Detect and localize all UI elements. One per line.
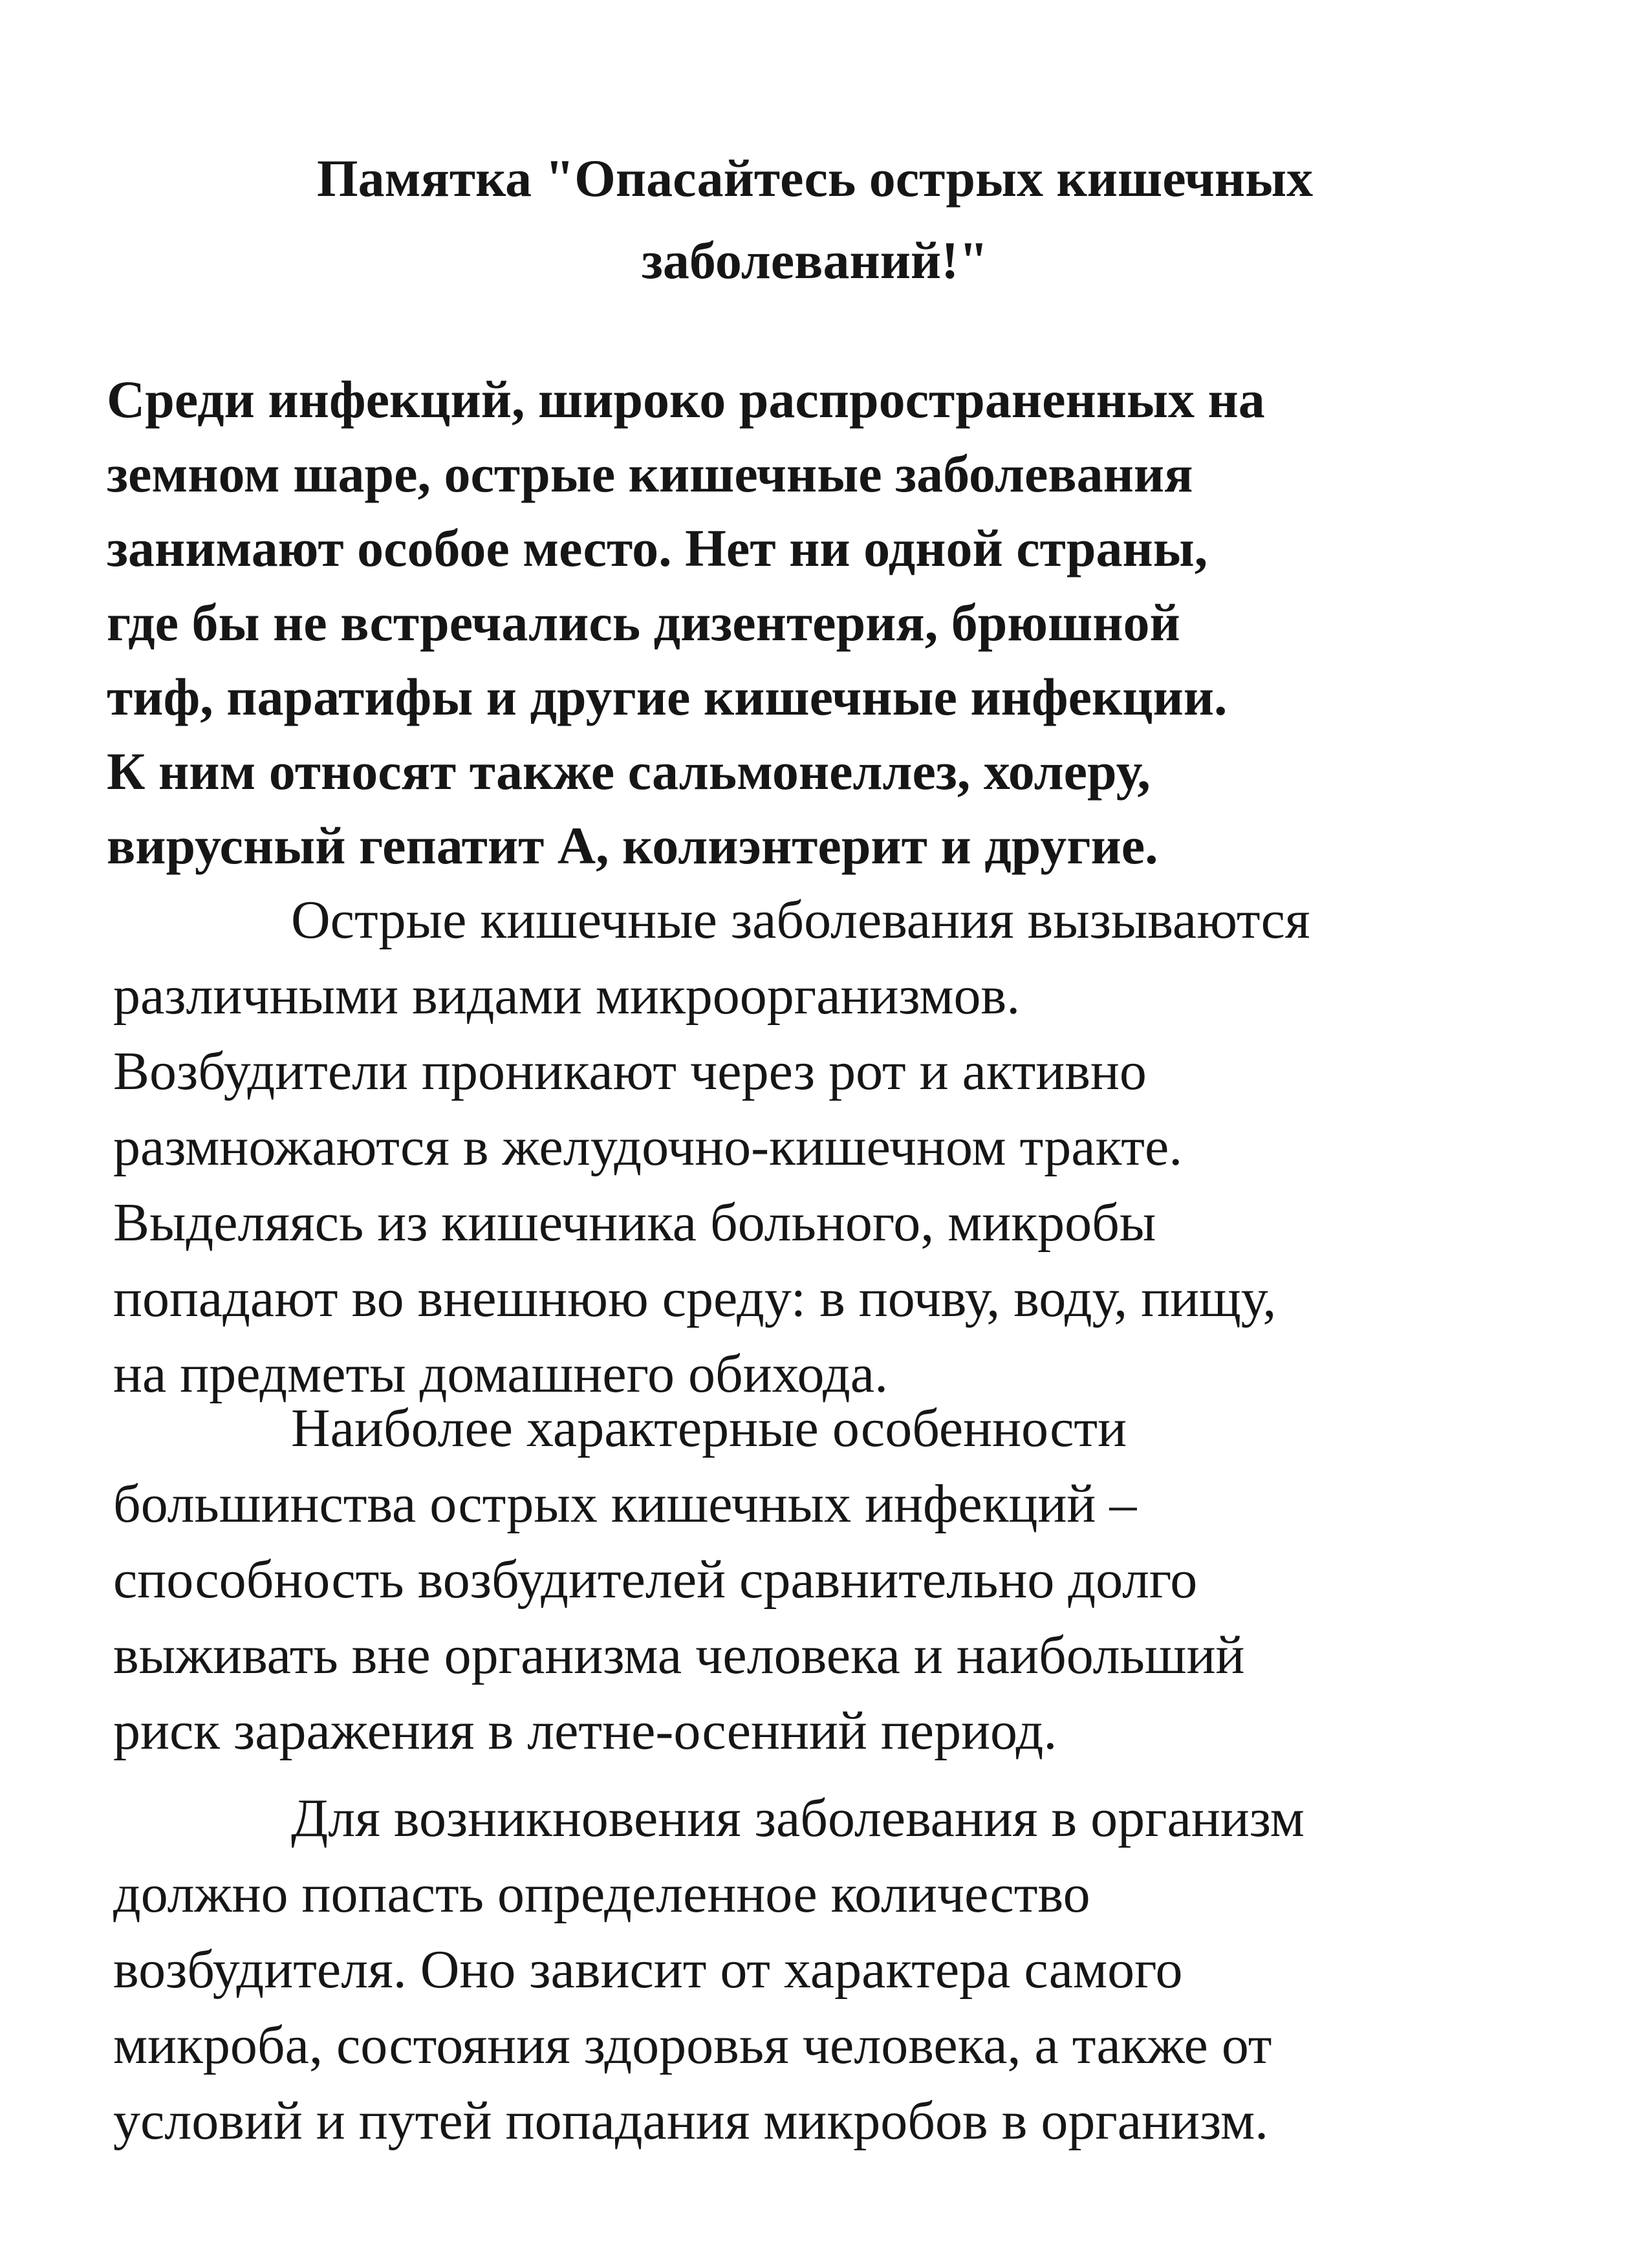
paragraph-line: Возбудители проникают через рот и активно — [113, 1041, 1147, 1101]
paragraph-line: должно попасть определенное количество — [113, 1864, 1090, 1924]
paragraph-line: попадают во внешнюю среду: в почву, воду, пищу, — [113, 1268, 1277, 1328]
body-paragraph-1 — [113, 882, 1555, 1412]
paragraph-line: различными видами микроорганизмов. — [113, 966, 1021, 1026]
title-line: заболеваний!" — [641, 231, 989, 290]
intro-line: земном шаре, острые кишечные заболевания — [107, 444, 1193, 503]
paragraph-line: Острые кишечные заболевания вызываются — [291, 890, 1310, 950]
intro-line: вирусный гепатит А, колиэнтерит и другие. — [107, 816, 1158, 875]
intro-paragraph — [107, 362, 1555, 883]
paragraph-line: на предметы домашнего обихода. — [113, 1344, 889, 1404]
intro-line: Среди инфекций, широко распространенных на — [107, 370, 1265, 429]
intro-line: где бы не встречались дизентерия, брюшной — [107, 593, 1180, 652]
paragraph-line: Выделяясь из кишечника больного, микробы — [113, 1193, 1156, 1253]
page-title — [129, 137, 1500, 301]
intro-line: К ним относят также сальмонеллез, холеру, — [107, 742, 1151, 801]
title-line: Памятка "Опасайтесь острых кишечных — [316, 149, 1314, 208]
paragraph-line: условий и путей попадания микробов в организм. — [113, 2091, 1269, 2151]
paragraph-line: выживать вне организма человека и наибольший — [113, 1625, 1245, 1685]
paragraph-line: Для возникновения заболевания в организм — [291, 1788, 1305, 1848]
paragraph-line: большинства острых кишечных инфекций – — [113, 1474, 1137, 1534]
paragraph-line: риск заражения в летне-осенний период. — [113, 1701, 1057, 1761]
paragraph-line: Наиболее характерные особенности — [291, 1398, 1127, 1458]
paragraph-line: возбудителя. Оно зависит от характера самого — [113, 1939, 1183, 2000]
paragraph-line: способность возбудителей сравнительно долго — [113, 1550, 1198, 1610]
paragraph-line: микроба, состояния здоровья человека, а также от — [113, 2015, 1272, 2075]
body-paragraph-2 — [113, 1390, 1555, 1769]
body-paragraph-3 — [113, 1780, 1555, 2159]
intro-line: тиф, паратифы и другие кишечные инфекции. — [107, 667, 1228, 726]
paragraph-line: размножаются в желудочно-кишечном тракте. — [113, 1117, 1183, 1177]
intro-line: занимают особое место. Нет ни одной страны, — [107, 519, 1208, 578]
